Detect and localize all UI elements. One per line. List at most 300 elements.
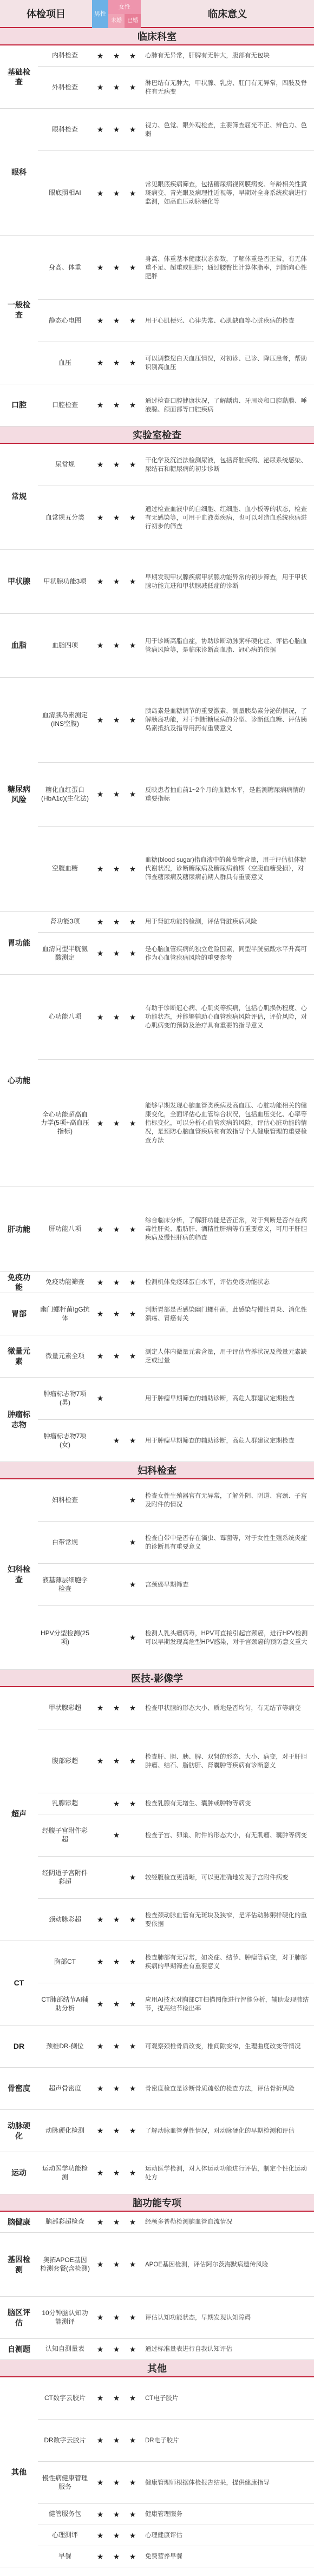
star-icon: ★ [129, 1012, 136, 1021]
exam-item-name: 颈椎DR-侧位 [46, 2042, 84, 2050]
table-row [38, 2462, 314, 2504]
clinical-meaning: APOE基因检测，评估阿尔茨海默病遗传风险 [145, 2261, 269, 2268]
star-icon: ★ [129, 790, 136, 798]
exam-item-name: 腹部彩超 [51, 1756, 78, 1765]
table-row [38, 2110, 314, 2152]
star-icon: ★ [129, 1633, 136, 1642]
clinical-meaning: 应用AI技术对胸部CT扫描图像进行智能分析，辅助发现肺结节，提高结节检出率 [145, 1996, 309, 2012]
star-icon: ★ [96, 715, 104, 724]
clinical-meaning: 经颅多普勒检测脑血管血流情况 [145, 2219, 232, 2225]
table-row [38, 2525, 314, 2546]
exam-item-name: 心功能八项 [48, 1013, 81, 1021]
star-icon: ★ [129, 1580, 136, 1589]
star-icon: ★ [113, 2531, 120, 2540]
clinical-meaning: 用于肿瘤早期筛查的辅助诊断，高危人群建议定期检查 [145, 1437, 295, 1444]
clinical-meaning: 检查女性生殖器官有无异常，了解外阴、阴道、宫颈、子宫及附件的情况 [145, 1492, 307, 1508]
star-icon: ★ [113, 1957, 120, 1966]
clinical-meaning: 胰岛素是血糖调节的重要激素，测量胰岛素分泌的情况，了解胰岛功能，对于判断糖尿病的分型、诊断低血糖、评估胰岛素抵抗及指导用药有重要意义 [145, 708, 307, 732]
clinical-meaning: 可观察颈椎骨质改变，椎间隙变窄，生理曲度改变等情况 [145, 2043, 301, 2050]
star-icon: ★ [129, 1873, 136, 1882]
star-icon [108, 1378, 125, 1419]
category-label: 胃部 [0, 1293, 38, 1335]
exam-item-name: 运动医学功能检测 [42, 2164, 88, 2181]
exam-item-name: 血脂四项 [51, 641, 78, 649]
star-icon: ★ [129, 949, 136, 958]
clinical-meaning: 评估认知功能状态，早期发现认知障碍 [145, 2314, 251, 2321]
star-icon: ★ [129, 641, 136, 650]
star-icon: ★ [96, 1915, 104, 1924]
clinical-meaning: 较经腹检查更清晰，可以更准确地发现子宫附件病变 [145, 1874, 289, 1881]
star-icon: ★ [129, 188, 136, 198]
exam-item-name: HPV分型检测(25项) [40, 1629, 90, 1646]
table-row [38, 2339, 314, 2360]
exam-item-name: 口腔检查 [51, 401, 78, 409]
clinical-meaning: 心肺有无异常，肝脾有无肿大，腹部有无包块 [145, 53, 270, 59]
star-icon: ★ [129, 51, 136, 60]
star-icon: ★ [129, 1352, 136, 1360]
exam-item-name: 尿常规 [55, 460, 75, 468]
star-icon: ★ [129, 1538, 136, 1546]
category-label: 运动 [0, 2152, 38, 2194]
star-icon: ★ [129, 125, 136, 134]
category-label: 动脉硬化 [0, 2110, 38, 2152]
category-label: 眼科 [0, 109, 38, 236]
exam-item-name: 慢性病健康管理服务 [42, 2474, 88, 2490]
star-icon: ★ [113, 1012, 120, 1021]
star-icon: ★ [129, 2217, 136, 2226]
star-icon: ★ [96, 263, 104, 272]
table-row [38, 300, 314, 342]
star-icon [108, 1479, 125, 1521]
category-label: 肝功能 [0, 1187, 38, 1272]
exam-item-name: 超声骨密度 [48, 2084, 81, 2092]
star-icon: ★ [96, 401, 104, 409]
table-row [38, 236, 314, 300]
star-icon: ★ [113, 949, 120, 958]
table-row [38, 384, 314, 427]
star-icon [92, 1606, 108, 1669]
star-icon: ★ [129, 1224, 136, 1234]
category-label: 一般检查 [0, 236, 38, 384]
clinical-meaning: 通过检查血液中的白细胞、红细胞、血小板等的状态，检查有无感染等，可用于血液类疾病，也可以对造血系统疾病进行初步的筛查 [145, 506, 307, 530]
star-icon: ★ [113, 401, 120, 409]
header-female-married: 已婚 [125, 14, 141, 28]
exam-item-name: 奥拓APOE基因检测套餐(含检测) [40, 2256, 90, 2272]
star-icon: ★ [96, 316, 104, 325]
exam-item-name: 乳腺彩超 [51, 1799, 78, 1807]
clinical-meaning: 判断胃部是否感染幽门螺杆菌，此感染与慢性胃炎、消化性溃疡、胃癌有关 [145, 1306, 307, 1322]
table-row [38, 1983, 314, 2026]
exam-item-name: 10分钟脑认知功能测评 [42, 2309, 88, 2325]
table-row [38, 67, 314, 109]
clinical-meaning: DR电子胶片 [145, 2437, 179, 2444]
clinical-meaning: 运动医学检测，对人体运动功能进行评估，制定个性化运动处方 [145, 2165, 307, 2181]
table-row [38, 1857, 314, 1899]
star-icon: ★ [113, 2436, 120, 2444]
star-icon: ★ [129, 1756, 136, 1765]
clinical-meaning: 检查白带中是否存在滴虫、霉菌等，对于女性生殖系统炎症的诊断具有重要意义 [145, 1535, 307, 1550]
exam-item-name: 免疫功能筛查 [45, 1278, 84, 1286]
star-icon: ★ [96, 2168, 104, 2177]
clinical-meaning: 淋巴结有无肿大，甲状腺、乳房、肛门有无异常，四肢及脊柱有无病变 [145, 80, 307, 95]
table-row [38, 151, 314, 236]
exam-item-name: 肾功能3项 [50, 917, 80, 926]
star-icon: ★ [113, 2042, 120, 2050]
star-icon: ★ [113, 2217, 120, 2226]
star-icon: ★ [129, 460, 136, 469]
exam-item-name: 身高、体重 [48, 263, 81, 271]
clinical-meaning: CT电子胶片 [145, 2395, 179, 2402]
star-icon: ★ [96, 2344, 104, 2354]
exam-item-name: 眼底照相AI [49, 189, 81, 197]
star-icon: ★ [96, 1756, 104, 1765]
category-label: 免疫功能 [0, 1272, 38, 1293]
star-icon: ★ [96, 577, 104, 586]
star-icon: ★ [129, 1118, 136, 1128]
exam-item-name: 妇科检查 [51, 1496, 78, 1504]
star-icon: ★ [96, 460, 104, 469]
star-icon: ★ [113, 513, 120, 522]
star-icon: ★ [96, 2313, 104, 2322]
star-icon: ★ [96, 188, 104, 198]
star-icon: ★ [113, 2260, 120, 2269]
star-icon: ★ [113, 460, 120, 469]
star-icon [92, 1564, 108, 1605]
exam-item-name: 幽门螺杆菌IgG抗体 [40, 1305, 90, 1322]
star-icon: ★ [129, 577, 136, 586]
header-meaning: 临床意义 [208, 9, 247, 19]
exam-item-name: 内科检查 [51, 51, 78, 60]
exam-item-name: 微量元素全项 [45, 1352, 84, 1360]
clinical-meaning: 测定人体内微量元素含量，用于评估营养状况及微量元素缺乏或过量 [145, 1348, 307, 1364]
header-female: 女性 [108, 0, 141, 14]
star-icon [108, 1857, 125, 1898]
star-icon: ★ [129, 2084, 136, 2093]
star-icon: ★ [113, 1799, 120, 1808]
exam-item-name: 液基薄层细胞学检查 [42, 1576, 88, 1592]
clinical-meaning: 检测人乳头瘤病毒，HPV可直接引起宫颈癌，进行HPV检测可以早期发现高危型HPV感染，对于宫颈癌的预防意义重大 [145, 1630, 308, 1646]
star-icon: ★ [96, 2084, 104, 2093]
star-icon: ★ [129, 2126, 136, 2135]
star-icon: ★ [113, 1436, 120, 1445]
exam-item-name: 脑部彩超检查 [45, 2218, 84, 2226]
star-icon: ★ [129, 83, 136, 91]
star-icon: ★ [96, 917, 104, 926]
star-icon [108, 1606, 125, 1669]
star-icon: ★ [129, 2509, 136, 2519]
category-label: 口腔 [0, 384, 38, 427]
category-label: 其他 [0, 2377, 38, 2567]
star-icon: ★ [129, 1915, 136, 1924]
exam-item-name: 血清同型半胱氨酸测定 [42, 945, 88, 961]
clinical-meaning: 用于肾脏功能的检测，评估肾脏疾病风险 [145, 919, 257, 925]
clinical-meaning: 了解动脉血管弹性情况，对动脉硬化的早期检测和评估 [145, 2127, 295, 2134]
exam-item-name: 甲状腺彩超 [48, 1703, 81, 1712]
star-icon [108, 1564, 125, 1605]
category-label: 糖尿病风险 [0, 678, 38, 912]
table-row [38, 2026, 314, 2068]
star-icon: ★ [113, 2313, 120, 2322]
star-icon: ★ [113, 1309, 120, 1318]
star-icon: ★ [113, 2084, 120, 2093]
exam-item-name: 白带常规 [51, 1538, 78, 1546]
clinical-meaning: 身高、体重基本健康状态参数，了解体重是否正常，有无体重不足、超重或肥胖；通过腰臀比计算体脂率，判断向心性肥胖 [145, 255, 307, 280]
table-row [38, 1687, 314, 1729]
star-icon [92, 1793, 108, 1814]
star-icon: ★ [129, 864, 136, 873]
exam-item-name: CT数字云胶片 [44, 2394, 86, 2402]
exam-item-name: 糖化血红蛋白(HbA1c)(生化法) [41, 785, 89, 802]
table-row [38, 933, 314, 975]
category-label: 脑健康 [0, 2212, 38, 2233]
exam-item-name: 肿瘤标志物7项(女) [43, 1432, 87, 1448]
table-row [38, 2504, 314, 2525]
exam-item-name: 肿瘤标志物7项(男) [43, 1389, 87, 1406]
table-row [38, 1335, 314, 1378]
exam-item-name: 静态心电图 [48, 316, 81, 324]
clinical-meaning: 检查甲状腺的形态大小、质地是否均匀，有无结节等病变 [145, 1705, 301, 1712]
star-icon: ★ [129, 2394, 136, 2402]
clinical-meaning: 心理健康评估 [145, 2532, 182, 2539]
star-icon: ★ [129, 1957, 136, 1966]
clinical-meaning: 可以调整您白天血压情况，对初诊、已诊、降压患者，帮助识别高血压 [145, 355, 307, 371]
section-title: 脑功能专项 [0, 2194, 314, 2212]
star-icon: ★ [96, 358, 104, 367]
star-icon: ★ [96, 1277, 104, 1287]
star-icon: ★ [129, 2478, 136, 2487]
star-icon: ★ [113, 2000, 120, 2008]
table-row [38, 109, 314, 151]
star-icon: ★ [129, 401, 136, 409]
exam-item-name: 经腹子宫附件彩超 [42, 1826, 88, 1843]
star-icon: ★ [113, 864, 120, 873]
table-row [38, 975, 314, 1060]
star-icon: ★ [129, 2000, 136, 2008]
star-icon: ★ [113, 577, 120, 586]
clinical-meaning: 检查乳腺有无增生、囊肿或肿物等病变 [145, 1800, 251, 1807]
star-icon: ★ [96, 2000, 104, 2008]
star-icon: ★ [113, 263, 120, 272]
star-icon [108, 1522, 125, 1563]
star-icon: ★ [113, 1915, 120, 1924]
star-icon: ★ [96, 2478, 104, 2487]
table-row [38, 2297, 314, 2339]
clinical-meaning: 检查子宫、卵巢、附件的形态大小，有无肌瘤、囊肿等病变 [145, 1832, 307, 1839]
table-row [38, 2212, 314, 2233]
clinical-meaning: 早期发现甲状腺疾病甲状腺功能异常的初步筛查，用于甲状腺功能亢进和甲状腺减低症的诊断 [145, 574, 307, 589]
table-row [38, 444, 314, 486]
category-label: 微量元素 [0, 1335, 38, 1378]
star-icon [125, 1378, 141, 1419]
star-icon: ★ [96, 2531, 104, 2540]
star-icon: ★ [113, 2168, 120, 2177]
table-row [38, 1793, 314, 1814]
table-row [38, 678, 314, 763]
star-icon: ★ [113, 715, 120, 724]
star-icon: ★ [96, 2394, 104, 2402]
star-icon: ★ [129, 2313, 136, 2322]
table-row [38, 1522, 314, 1564]
star-icon: ★ [96, 125, 104, 134]
star-icon: ★ [96, 51, 104, 60]
star-icon: ★ [96, 864, 104, 873]
clinical-meaning: 血糖(blood sugar)指血液中的葡萄糖含量，用于评估机体糖代谢状况，诊断糖尿病及糖尿病前期（空腹血糖受损），对筛查糖尿病及糖尿病前期人群具有重要意义 [145, 857, 306, 881]
table-row [38, 550, 314, 614]
clinical-meaning: 是心脑血管疾病的独立危险因素，同型半胱氨酸水平升高可作为心血管疾病风险的重要参考 [145, 946, 307, 961]
category-label: DR [0, 2026, 38, 2068]
category-label: CT [0, 1941, 38, 2026]
star-icon: ★ [113, 2509, 120, 2519]
exam-item-name: 肝功能八项 [48, 1225, 81, 1233]
exam-item-name: 甲状腺功能3项 [43, 577, 87, 585]
star-icon [92, 1479, 108, 1521]
star-icon: ★ [113, 1224, 120, 1234]
exam-item-name: DR数字云胶片 [44, 2436, 86, 2444]
star-icon: ★ [96, 1352, 104, 1360]
exam-item-name: 血常规五分类 [45, 513, 84, 521]
table-row [38, 1606, 314, 1670]
star-icon: ★ [113, 641, 120, 650]
star-icon: ★ [96, 1012, 104, 1021]
star-icon: ★ [113, 790, 120, 798]
clinical-meaning: 宫颈癌早期筛查 [145, 1581, 189, 1588]
exam-item-name: CT肺部结节AI辅助分析 [41, 1995, 89, 2012]
star-icon: ★ [129, 1799, 136, 1808]
star-icon: ★ [96, 641, 104, 650]
star-icon: ★ [129, 513, 136, 522]
star-icon: ★ [129, 1703, 136, 1712]
exam-item-name: 认知自测量表 [45, 2345, 84, 2353]
exam-item-name: 心理测评 [51, 2531, 78, 2539]
table-header [0, 0, 314, 28]
table-row [38, 1941, 314, 1983]
star-icon: ★ [96, 1118, 104, 1128]
exam-item-name: 血清胰岛素测定(INS空腹) [42, 711, 88, 727]
star-icon: ★ [129, 358, 136, 367]
star-icon: ★ [96, 1394, 104, 1402]
category-label: 常规 [0, 444, 38, 550]
star-icon: ★ [129, 2552, 136, 2561]
star-icon: ★ [129, 715, 136, 724]
clinical-meaning: 检测机体免疫球蛋白水平，评估免疫功能状态 [145, 1279, 270, 1286]
section-title: 妇科检查 [0, 1462, 314, 1479]
table-row [38, 912, 314, 933]
star-icon: ★ [129, 1277, 136, 1287]
exam-item-name: 外科检查 [51, 83, 78, 91]
header-project: 体检项目 [27, 9, 66, 19]
exam-item-name: 颈动脉彩超 [48, 1915, 81, 1923]
category-label: 自测题 [0, 2339, 38, 2360]
star-icon: ★ [96, 2552, 104, 2561]
category-label: 基础检查 [0, 45, 38, 109]
star-icon: ★ [113, 316, 120, 325]
star-icon: ★ [113, 51, 120, 60]
star-icon: ★ [129, 2042, 136, 2050]
star-icon: ★ [96, 83, 104, 91]
table-row [38, 2377, 314, 2420]
table-row [38, 2152, 314, 2194]
clinical-meaning: 通过标准量表进行自我认知评估 [145, 2346, 232, 2352]
exam-item-name: 动脉硬化检测 [45, 2126, 84, 2134]
star-icon: ★ [129, 2168, 136, 2177]
table-row [38, 2233, 314, 2297]
star-icon: ★ [129, 316, 136, 325]
star-icon: ★ [96, 513, 104, 522]
clinical-meaning: 免费营养早餐 [145, 2553, 182, 2560]
clinical-meaning: 健康管理师根据体检报告结果，提供健康指导 [145, 2479, 270, 2486]
table-row [38, 2068, 314, 2110]
category-label: 基因检测 [0, 2233, 38, 2297]
table-row [38, 1729, 314, 1793]
star-icon: ★ [113, 2394, 120, 2402]
table-row [38, 1899, 314, 1941]
clinical-meaning: 有助于诊断冠心病、心肌炎等疾病，包括心肌损伤程度、心功能状态，并能够辅助心血管疾病风险评估，评价风险，对心肌病变的预防及治疗具有重要的指导意义 [145, 1005, 307, 1029]
section-title: 实验室检查 [0, 427, 314, 444]
clinical-meaning: 综合临床分析，了解肝功能是否正常，对于判断是否存在病毒性肝炎、脂肪肝、酒精性肝病等有重要意义，可用于肝胆疾病及慢性肝病的筛查 [145, 1217, 307, 1241]
section-title: 医技-影像学 [0, 1670, 314, 1687]
clinical-meaning: 反映患者抽血前1~2个月的血糖水平，是监测糖尿病病情的重要指标 [145, 786, 305, 802]
star-icon: ★ [113, 188, 120, 198]
table-row [38, 1479, 314, 1522]
exam-item-name: 眼科检查 [51, 125, 78, 133]
star-icon: ★ [113, 1277, 120, 1287]
star-icon: ★ [96, 2217, 104, 2226]
star-icon: ★ [113, 125, 120, 134]
table-row [38, 1060, 314, 1187]
clinical-meaning: 检查肝、胆、胰、脾、双肾的形态、大小、病变，对于肝胆肿瘤、结石、脂肪肝、肾囊肿等疾病有诊断意义 [145, 1753, 307, 1769]
clinical-meaning: 健康管理服务 [145, 2511, 182, 2518]
star-icon: ★ [96, 1957, 104, 1966]
clinical-meaning: 检查肺部有无异常，如炎症、结节、肿瘤等病变，对于肺部疾病的早期筛查有重要意义 [145, 1954, 307, 1970]
table-row [38, 763, 314, 827]
table-row [38, 2420, 314, 2462]
section-title: 其他 [0, 2360, 314, 2377]
table-row [38, 614, 314, 678]
category-label: 心功能 [0, 975, 38, 1187]
star-icon: ★ [129, 2436, 136, 2444]
exam-item-name: 经阴道子宫附件彩超 [42, 1869, 88, 1885]
category-label: 血脂 [0, 614, 38, 678]
table-row [38, 1378, 314, 1420]
star-icon: ★ [129, 2531, 136, 2540]
table-row [38, 1420, 314, 1462]
category-label: 脑区评估 [0, 2297, 38, 2339]
exam-item-name: 胸部CT [54, 1957, 76, 1965]
star-icon: ★ [96, 1309, 104, 1318]
star-icon: ★ [129, 1436, 136, 1445]
star-icon: ★ [96, 2126, 104, 2135]
star-icon: ★ [129, 263, 136, 272]
star-icon: ★ [129, 1496, 136, 1504]
clinical-meaning: 干化学及沉渣法检测尿液，包括肾脏疾病、泌尿系统感染、尿结石和糖尿病的初步诊断 [145, 457, 307, 473]
table-row [38, 1187, 314, 1272]
category-label: 妇科检查 [0, 1479, 38, 1670]
table-row [38, 1272, 314, 1293]
star-icon: ★ [96, 2260, 104, 2269]
clinical-meaning: 检查颈动脉血管有无斑块及狭窄，是评估动脉粥样硬化的重要依据 [145, 1912, 307, 1928]
star-icon: ★ [96, 1224, 104, 1234]
table-row [38, 1814, 314, 1857]
star-icon: ★ [96, 949, 104, 958]
star-icon [125, 1814, 141, 1856]
star-icon: ★ [113, 2552, 120, 2561]
star-icon: ★ [113, 917, 120, 926]
exam-item-name: 血压 [58, 358, 71, 366]
table-row [38, 486, 314, 550]
table-row [38, 1564, 314, 1606]
table-row [38, 827, 314, 912]
clinical-meaning: 视力、色觉、眼外观检查，主要筛查屈光不正、辨色力、色弱 [145, 122, 307, 137]
